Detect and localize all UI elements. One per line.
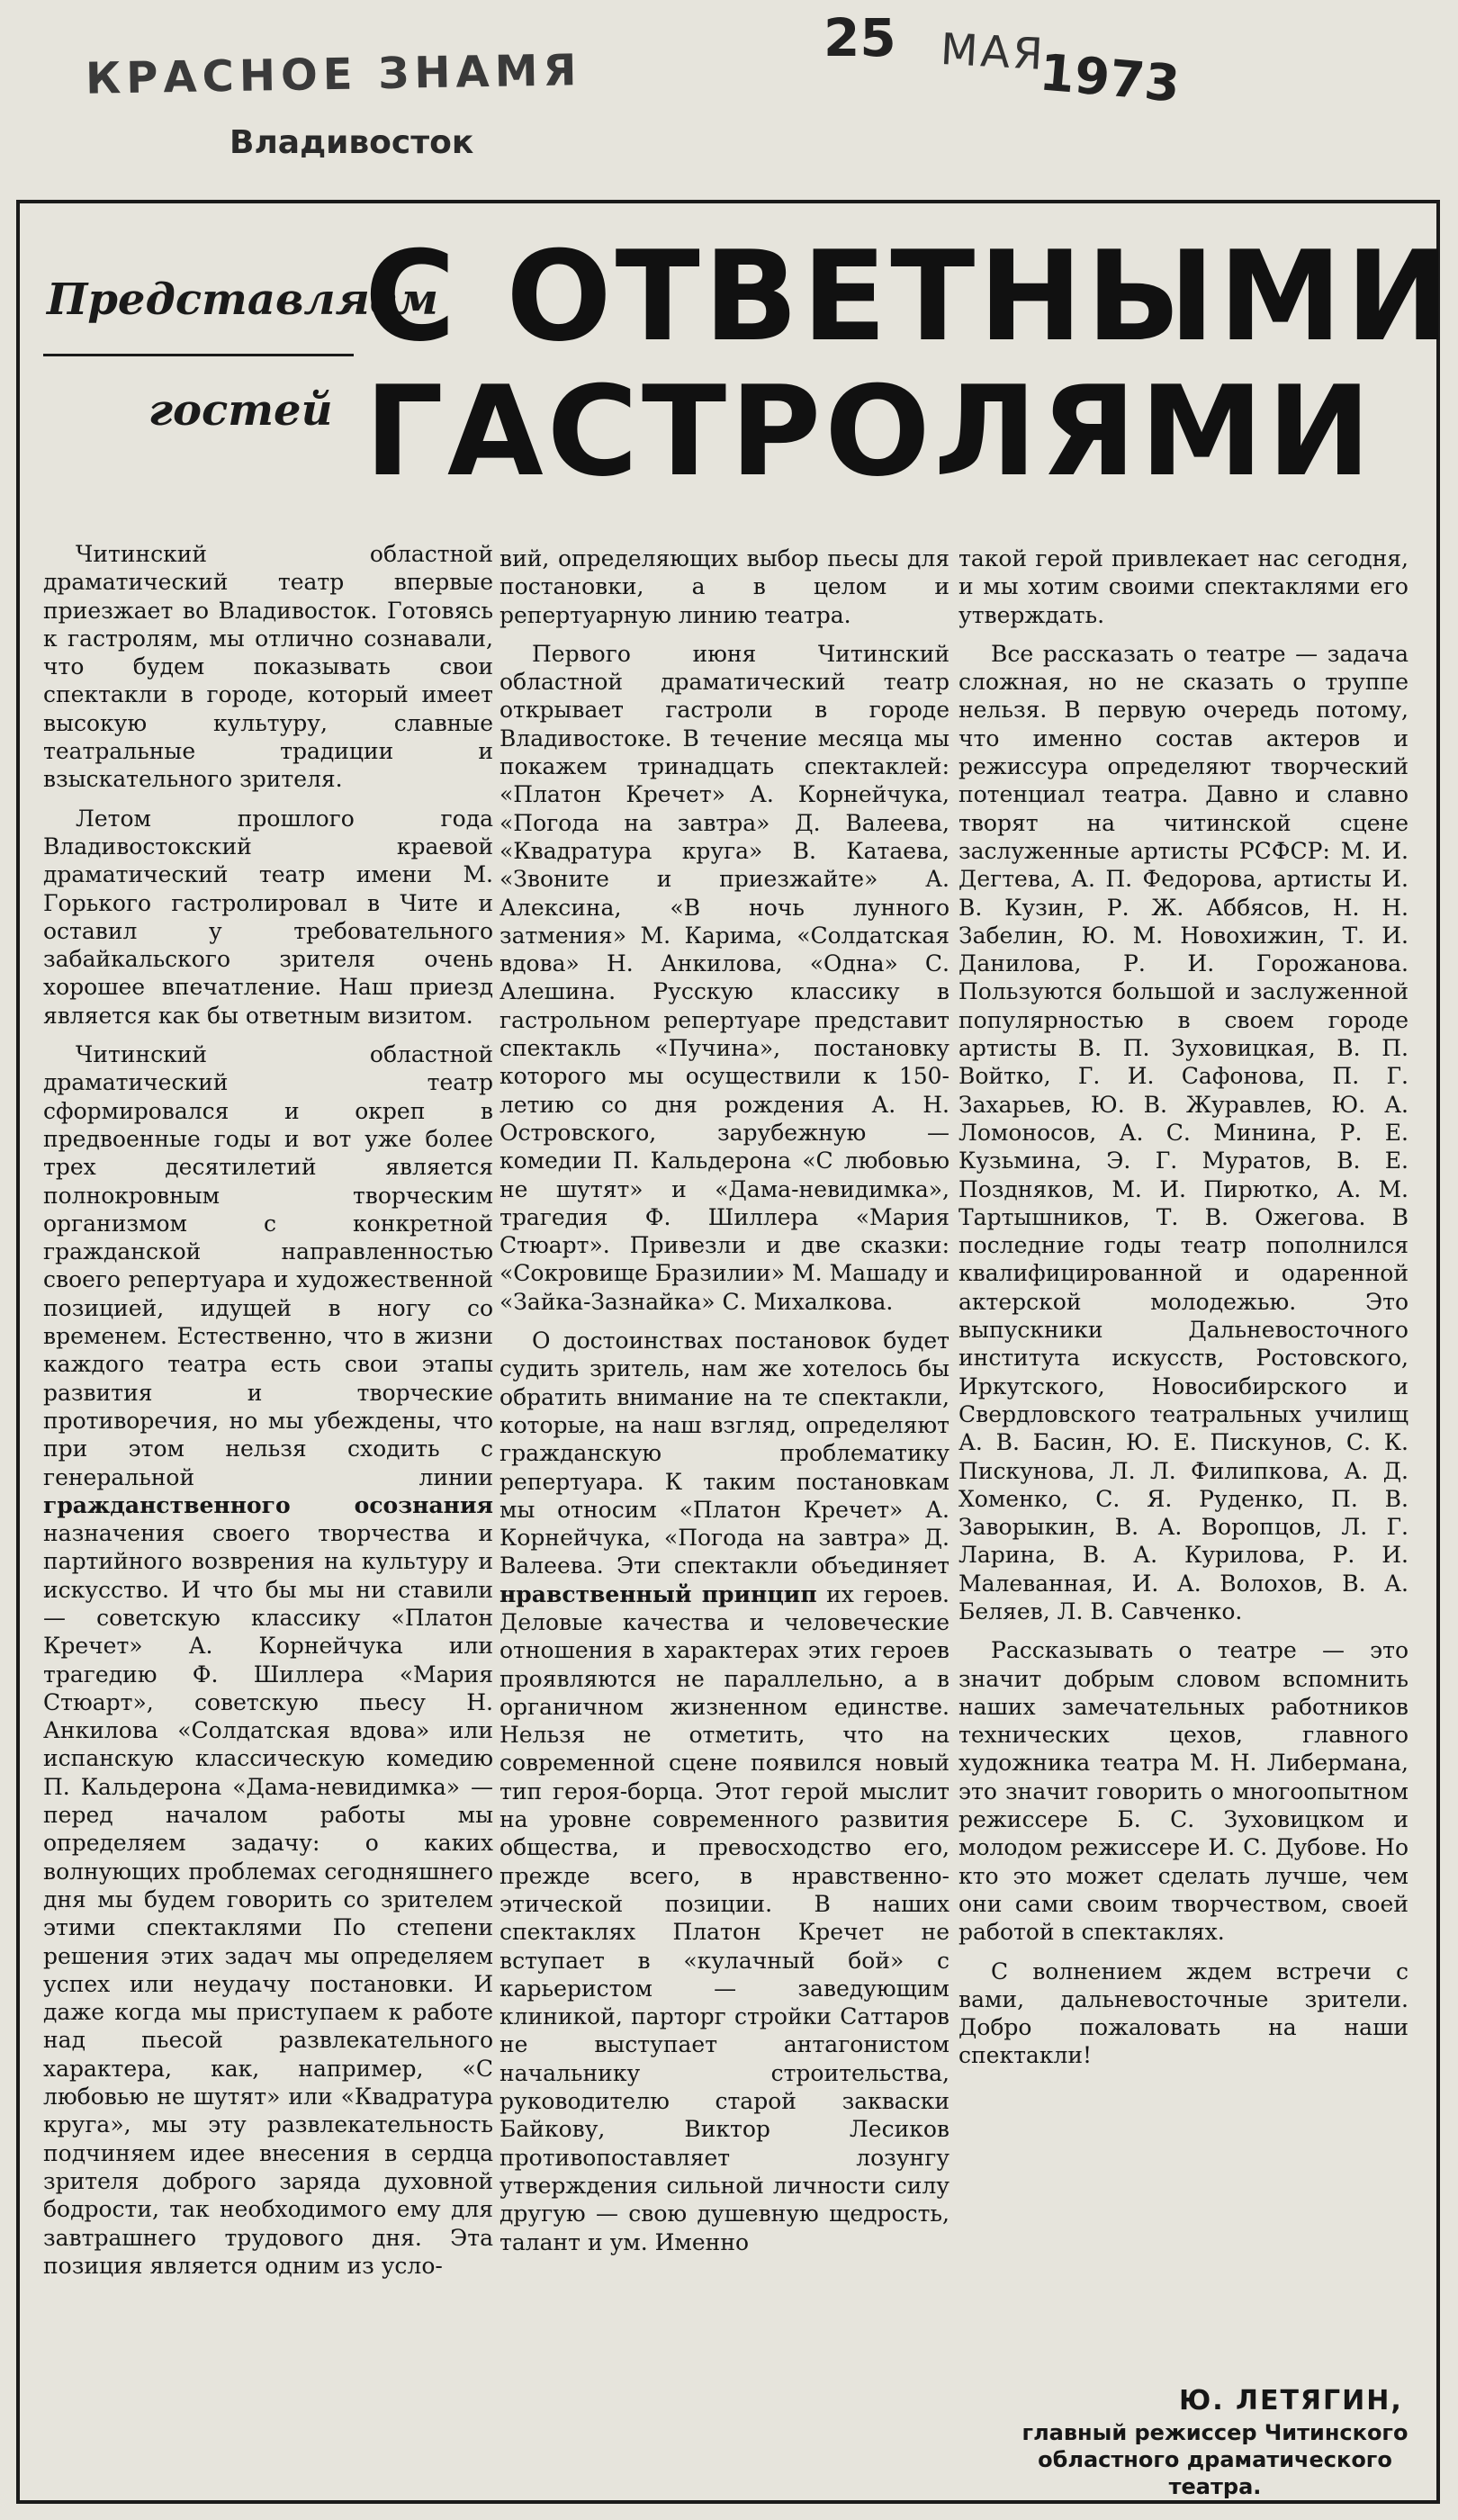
paragraph: Летом прошлого года Владивостокский краевой драматический театр имени М. Горького гастролировал в Чите и оставил у требовательного забайкальского зрителя очень хорошее впечатление. Наш приезд является как бы ответным визитом. [43, 805, 493, 1029]
paragraph: такой герой привлекает нас сегодня, и мы хотим своими спектаклями его утверждать. [958, 545, 1408, 628]
article-headline [364, 224, 1454, 504]
paragraph-text: их героев. Деловые качества и человеческие отношения в характерах этих героев проявляются не параллельно, а в органичном жизненном единстве. Нельзя не отметить, что на современной сцене появился новый тип героя-борца. Этот герой мыслит на уровне современного развития общества, и превосходство его, прежде всего, в нравственно-этической позиции. В наших спектаклях Платон Кречет не вступает в «кулачный бой» с карьеристом — заведующим клиникой, парторг стройки Саттаров не выступает антагонистом начальнику строительства, руководителю старой закваски Байкову, Виктор Лесиков противопоставляет лозунгу утверждения сильной личности силу другую — свою душевную щедрость, талант и ум. Именно [500, 1580, 950, 2255]
paragraph-text: Читинский областной драматический театр сформировался и окреп в предвоенные годы и вот уже более трех десятилетий является полнокровным творческим организмом с конкретной гражданской направленностью своего репертуара и художественной позицией, идущей в ногу со временем. Естественно, что в жизни каждого театра есть свои этапы развития и творческие противоречия, но мы убеждены, что при этом нельзя сходить с генеральной линии [43, 1041, 493, 1490]
date-stamp-year: 1973 [1037, 43, 1183, 114]
paragraph: Все рассказать о театре — задача сложная, но не сказать о труппе нельзя. В первую очередь потому, что именно состав актеров и режиссура определяют творческий потенциал театра. Давно и славно творят на читинской сцене заслуженные артисты РСФСР: М. И. Дегтева, А. П. Федорова, артисты И. В. Кузин, Р. Ж. Аббясов, Н. Н. Забелин, Ю. М. Новохижин, Т. И. Данилова, Р. И. Горожанова. Пользуются большой и заслуженной популярностью в своем городе артисты В. П. Зуховицкая, В. П. Войтко, Г. И. Сафонова, П. Г. Захарьев, Ю. В. Журавлев, Ю. А. Ломоносов, А. С. Минина, Р. Е. Кузьмина, Э. Г. Муратов, В. Е. Поздняков, М. И. Пирютко, А. М. Тартышников, Т. В. Ожегова. В последние годы театр пополнился квалифицированной и одаренной актерской молодежью. Это выпускники Дальневосточного института искусств, Ростовского, Иркутского, Новосибирского и Свердловского театральных училищ А. В. Басин, Ю. Е. Пискунов, С. К. Пискунова, Л. Л. Филипкова, А. Д. Хоменко, С. Я. Руденко, П. В. Заворыкин, В. А. Воропцов, Л. Г. Ларина, В. А. Курилова, Р. И. Малеванная, И. А. Волохов, В. А. Беляев, Л. В. Савченко. [958, 640, 1408, 1624]
article-column-1 [43, 540, 493, 2502]
paragraph [500, 1327, 950, 2256]
date-stamp-day: 25 [824, 7, 896, 68]
newspaper-city: Владивосток [230, 124, 474, 161]
author-role: главный режиссер Читинского областного драматического театра. [1022, 2420, 1408, 2499]
headline-line-2: ГАСТРОЛЯМИ [364, 359, 1375, 504]
paragraph [43, 1040, 493, 2280]
article-column-2 [500, 544, 950, 2506]
paragraph: Рассказывать о театре — это значит добрым словом вспомнить наших замечательных работников технических цехов, главного художника театра М. Н. Либермана, это значит говорить о многоопытном режиссере Б. С. Зуховицком и молодом режиссере И. С. Дубове. Но кто это может сделать лучше, чем они сами своим творчеством, своей работой в спектаклях. [958, 1637, 1408, 1946]
paragraph: Первого июня Читинский областной драматический театр открывает гастроли в городе Владивостоке. В течение месяца мы покажем тринадцать спектаклей: «Платон Кречет» А. Корнейчука, «Погода на завтра» Д. Валеева, «Квадратура круга» В. Катаева, «Звоните и приезжайте» А. Алексина, «В ночь лунного затмения» М. Карима, «Солдатская вдова» Н. Анкилова, «Одна» С. Алешина. Русскую классику в гастрольном репертуаре представит спектакль «Пучина», постановку которого мы осуществили к 150-летию со дня рождения А. Н. Островского, зарубежную — комедии П. Кальдерона «С любовью не шутят» и «Дама-невидимка», трагедия Ф. Шиллера «Мария Стюарт». Привезли и две сказки: «Сокровище Бразилии» М. Машаду и «Зайка-Зазнайка» С. Михалкова. [500, 640, 950, 1315]
rubric-line-2: гостей [148, 385, 333, 436]
headline-line-1: С ОТВЕТНЫМИ [364, 224, 1454, 369]
paragraph-text: О достоинствах постановок будет судить зритель, нам же хотелось бы обратить внимание на те спектакли, которые, на наш взгляд, определяют гражданскую проблематику репертуара. К таким постановкам мы относим «Платон Кречет» А. Корнейчука, «Погода на завтра» Д. Валеева. Эти спектакли объединяет [500, 1328, 950, 1580]
author-name: Ю. ЛЕТЯГИН, [1179, 2385, 1403, 2416]
date-stamp-month: МАЯ [939, 23, 1047, 81]
paragraph-text: назначения своего творчества и партийного возврения на культуру и искусство. И что бы мы ни ставили — советскую классику «Платон Кречет» А. Корнейчука или трагедию Ф. Шиллера «Мария Стюарт», советскую пьесу Н. Анкилова «Солдатская вдова» или испанскую классическую комедию П. Кальдерона «Дама-невидимка» — перед началом работы мы определяем задачу: о каких волнующих проблемах сегодняшнего дня мы будем говорить со зрителем этими спектаклями По степени решения этих задач мы определяем успех или неудачу постановки. И даже когда мы приступаем к работе над пьесой развлекательного характера, как, например, «С любовью не шутят» или «Квадратура круга», мы эту развлекательность подчиняем идее внесения в сердца зрителя доброго заряда духовной бодрости, так необходимого ему для завтрашнего трудового дня. Эта позиция является одним из усло- [43, 1520, 493, 2279]
emphasis-text: гражданственного осознания [43, 1491, 493, 1518]
newspaper-title: КРАСНОЕ ЗНАМЯ [85, 45, 582, 104]
rubric-line-1: Представляем [47, 274, 438, 325]
paragraph: С волнением ждем встречи с вами, дальневосточные зрители. Добро пожаловать на наши спектакли! [958, 1958, 1408, 2069]
paragraph: вий, определяющих выбор пьесы для постановки, а в целом и репертуарную линию театра. [500, 545, 950, 628]
emphasis-text: нравственный принцип [500, 1580, 817, 1607]
rubric-divider [43, 354, 354, 356]
paragraph: Читинский областной драматический театр впервые приезжает во Владивосток. Готовясь к гастролям, мы отлично сознавали, что будем показывать свои спектакли в городе, который имеет высокую культуру, славные театральные традиции и взыскательного зрителя. [43, 541, 493, 793]
article-column-3 [958, 544, 1408, 2506]
